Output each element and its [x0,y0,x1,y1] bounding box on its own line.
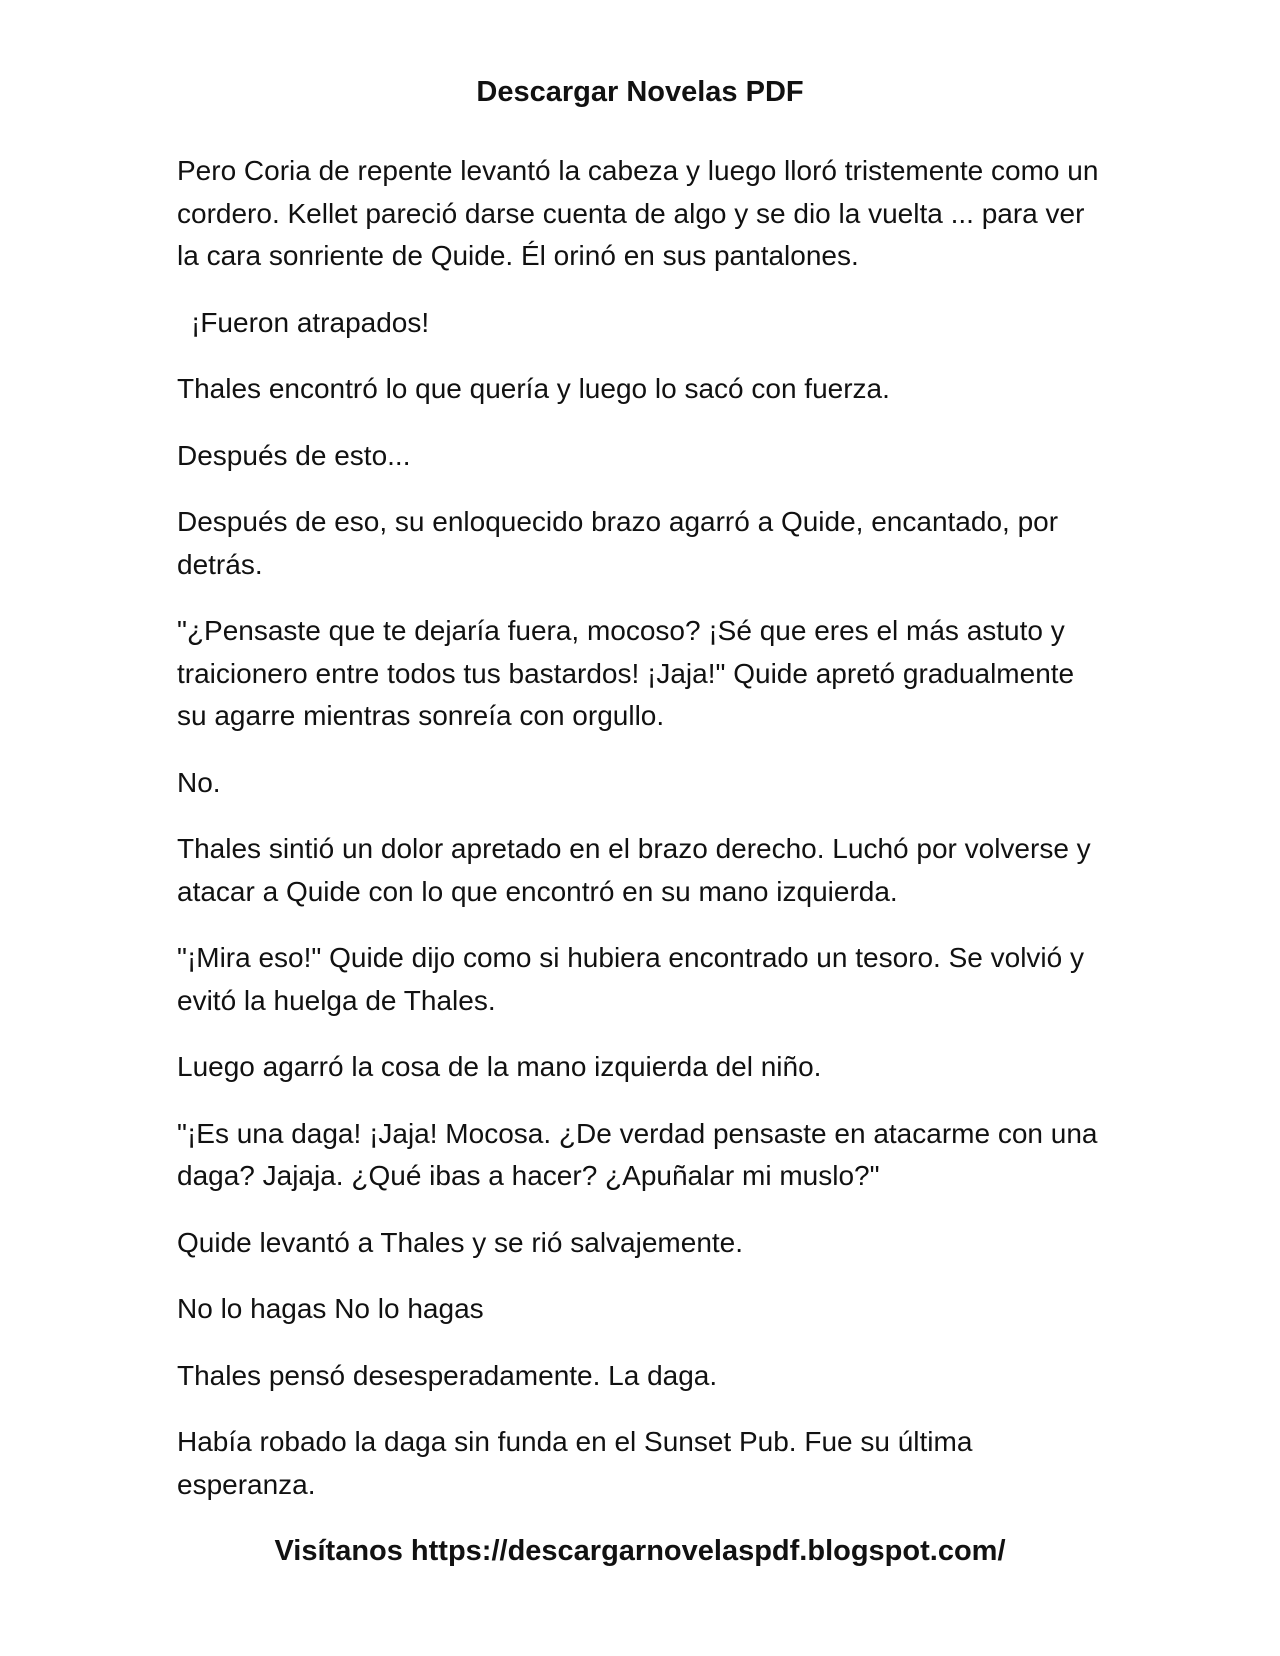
paragraph-6: "¿Pensaste que te dejaría fuera, mocoso? ¡Sé que eres el más astuto y traicionero entre todos tus bastardos! ¡Jaja!" Quide apretó gradualmente su agarre mientras sonreía con orgullo. [177,615,1075,731]
paragraph-2: ¡Fueron atrapados! [191,306,430,338]
paragraph-9: "¡Mira eso!" Quide dijo como si hubiera encontrado un tesoro. Se volvió y evitó la huelga de Thales. [177,942,1085,1016]
paragraph-3: Thales encontró lo que quería y luego lo sacó con fuerza. [177,373,890,404]
paragraph-8: Thales sintió un dolor apretado en el brazo derecho. Luchó por volverse y atacar a Quide con lo que encontró en su mano izquierda. [177,833,1091,907]
footer-link-text: Visítanos https://descargarnovelaspdf.blogspot.com/ [274,1535,1006,1567]
paragraph-13: No lo hagas No lo hagas [177,1293,484,1324]
paragraph-12: Quide levantó a Thales y se rió salvajemente. [177,1226,744,1258]
paragraph-5: Después de eso, su enloquecido brazo agarró a Quide, encantado, por detrás. [177,506,1059,580]
paragraph-14: Thales pensó desesperadamente. La daga. [177,1359,718,1391]
paragraph-15: Había robado la daga sin funda en el Sunset Pub. Fue su última esperanza. [177,1426,973,1500]
paragraph-7: No. [177,766,221,798]
paragraph-4: Después de esto... [177,439,411,471]
body-text [177,150,1107,1530]
paragraph-10: Luego agarró la cosa de la mano izquierda del niño. [177,1051,822,1082]
page-title: Descargar Novelas PDF [476,76,804,108]
paragraph-1: Pero Coria de repente levantó la cabeza y luego lloró tristemente como un cordero. Kellet pareció darse cuenta de algo y se dio la vuelta ... para ver la cara sonriente de Quide. Él orinó en sus pantalones. [177,155,1099,271]
paragraph-11: "¡Es una daga! ¡Jaja! Mocosa. ¿De verdad pensaste en atacarme con una daga? Jajaja. ¿Qué ibas a hacer? ¿Apuñalar mi muslo?" [177,1117,1098,1191]
